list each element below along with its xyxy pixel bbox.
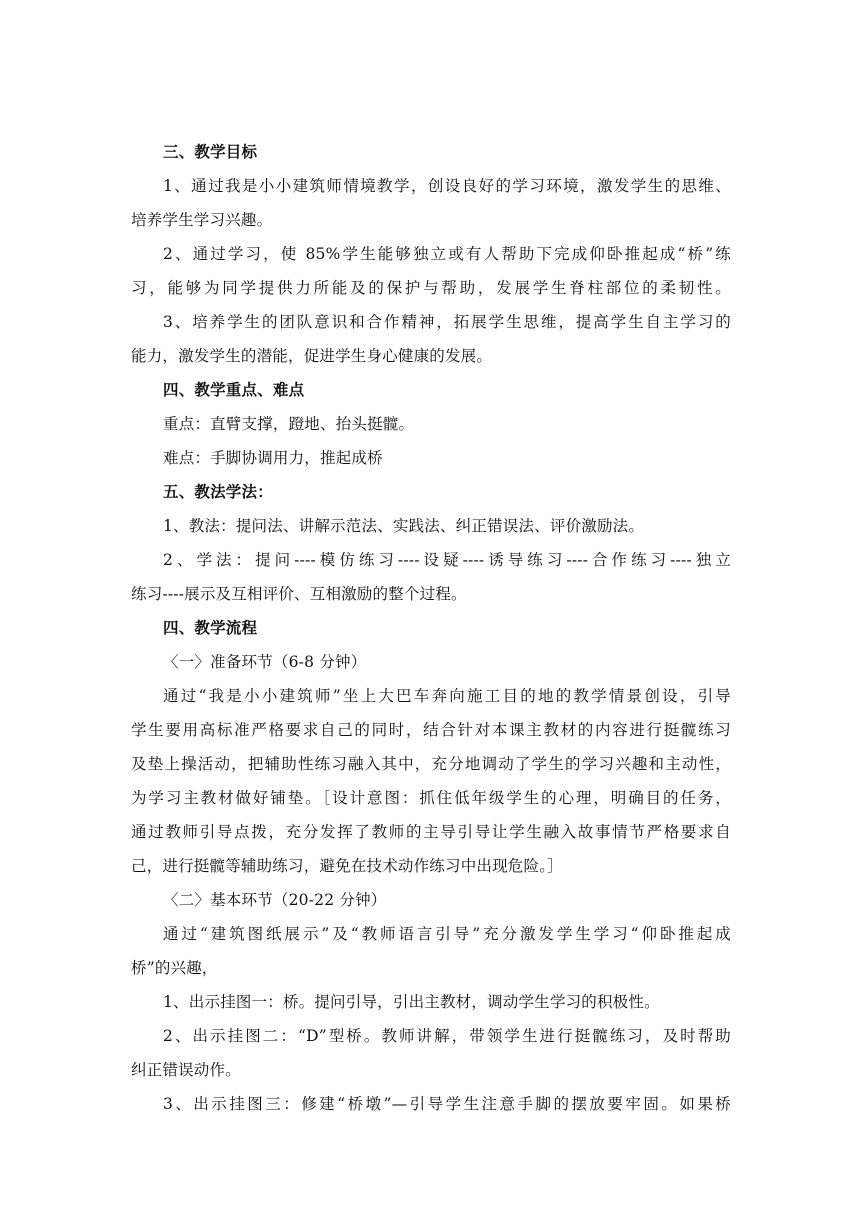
- paragraph-line: 通过“建筑图纸展示”及“教师语言引导”充分激发学生学习“仰卧推起成: [163, 925, 731, 943]
- paragraph-line: 为学习主教材做好铺垫。［设计意图：抓住低年级学生的心理，明确目的任务，: [131, 789, 731, 807]
- paragraph-line: 3、培养学生的团队意识和合作精神，拓展学生思维，提高学生自主学习的: [163, 313, 731, 331]
- paragraph-line: 3、出示挂图三：修建“桥墩”—引导学生注意手脚的摆放要牢固。如果桥: [163, 1095, 731, 1113]
- paragraph-line: 2、学法：提问----模仿练习----设疑----诱导练习----合作练习----独立: [163, 551, 731, 569]
- paragraph-line: 通过“我是小小建筑师”坐上大巴车奔向施工目的地的教学情景创设，引导: [163, 687, 731, 705]
- paragraph-line: 培养学生学习兴趣。: [131, 211, 273, 229]
- section-heading: 五、教法学法：: [163, 482, 273, 501]
- paragraph-line: 2、出示挂图二：“D”型桥。教师讲解，带领学生进行挺髋练习，及时帮助: [163, 1027, 731, 1045]
- paragraph-line: 学生要用高标准严格要求自己的同时，结合针对本课主教材的内容进行挺髋练习: [131, 721, 731, 739]
- paragraph-line: 能力，激发学生的潜能，促进学生身心健康的发展。: [131, 347, 493, 365]
- paragraph-line: 2、通过学习，使 85%学生能够独立或有人帮助下完成仰卧推起成“桥”练: [163, 245, 731, 263]
- section-heading: 四、教学流程: [163, 618, 258, 637]
- paragraph-line: 〈一〉准备环节（6-8 分钟）: [163, 653, 367, 671]
- section-heading: 三、教学目标: [163, 142, 258, 161]
- paragraph-line: 〈二〉基本环节（20-22 分钟）: [163, 891, 387, 909]
- section-heading: 四、教学重点、难点: [163, 380, 305, 399]
- paragraph-line: 纠正错误动作。: [131, 1061, 241, 1079]
- paragraph-line: 难点：手脚协调用力，推起成桥: [163, 449, 383, 467]
- paragraph-line: 及垫上操活动，把辅助性练习融入其中，充分地调动了学生的学习兴趣和主动性，: [131, 755, 731, 773]
- paragraph-line: 1、出示挂图一：桥。提问引导，引出主教材，调动学生学习的积极性。: [163, 993, 660, 1011]
- paragraph-line: 练习----展示及互相评价、互相激励的整个过程。: [131, 585, 467, 603]
- paragraph-line: 己，进行挺髋等辅助练习，避免在技术动作练习中出现危险。］: [131, 857, 563, 875]
- paragraph-line: 桥”的兴趣，: [131, 959, 218, 977]
- paragraph-line: 重点：直臂支撑，蹬地、抬头挺髋。: [163, 415, 415, 433]
- paragraph-line: 通过教师引导点拨，充分发挥了教师的主导引导让学生融入故事情节严格要求自: [131, 823, 731, 841]
- paragraph-line: 习，能够为同学提供力所能及的保护与帮助，发展学生脊柱部位的柔韧性。: [131, 279, 731, 297]
- paragraph-line: 1、通过我是小小建筑师情境教学，创设良好的学习环境，激发学生的思维、: [163, 177, 731, 195]
- paragraph-line: 1、教法：提问法、讲解示范法、实践法、纠正错误法、评价激励法。: [163, 517, 645, 535]
